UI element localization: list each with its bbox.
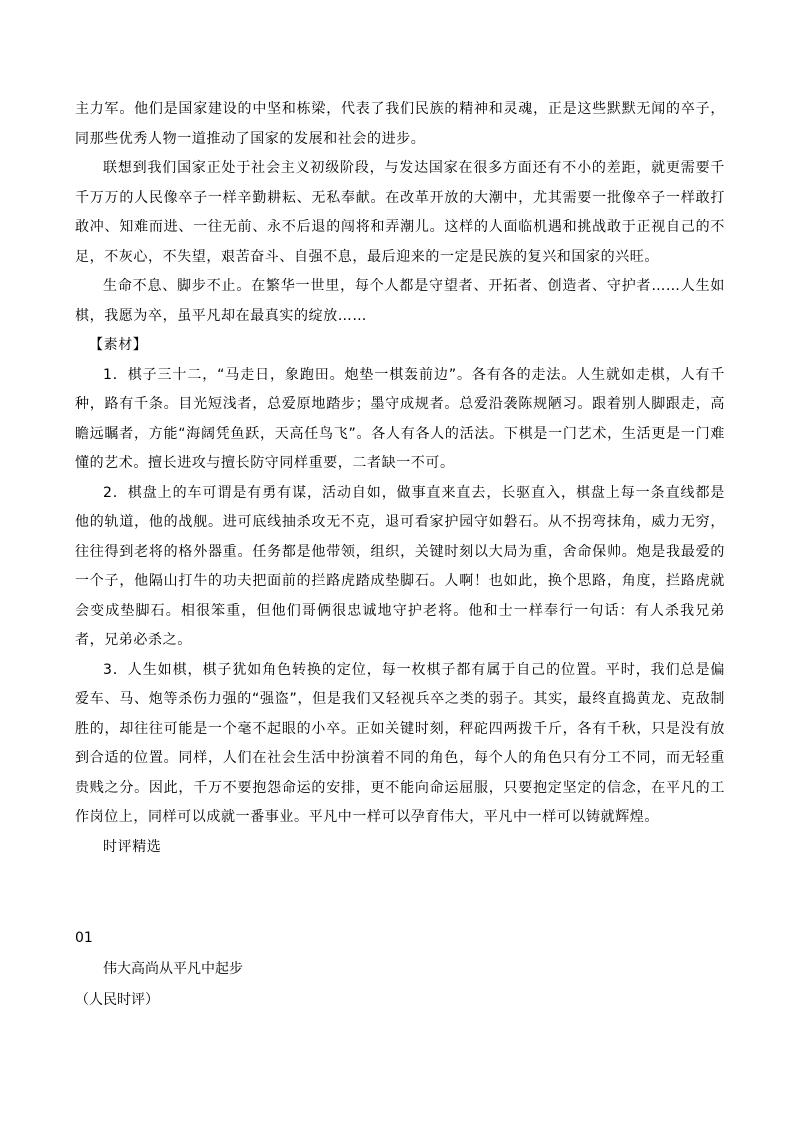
paragraph-1: 主力军。他们是国家建设的中坚和栋梁，代表了我们民族的精神和灵魂，正是这些默默无闻的卒子，同那些优秀人物一道推动了国家的发展和社会的进步。 bbox=[75, 101, 725, 147]
article-number: 01 bbox=[75, 930, 93, 946]
paragraph-2: 联想到我们国家正处于社会主义初级阶段，与发达国家在很多方面还有不小的差距，就更需要千千万万的人民像卒子一样辛勤耕耘、无私奉献。在改革开放的大潮中，尤其需要一批像卒子一样敢打敢冲、知难而进、一往无前、永不后退的闯将和弄潮儿。这样的人面临机遇和挑战敢于正视自己的不足，不灰心，不失望，艰苦奋斗、自强不息，最后迎来的一定是民族的复兴和国家的兴旺。 bbox=[75, 160, 725, 265]
article-source: （人民时评） bbox=[75, 992, 159, 1008]
body-text bbox=[75, 95, 725, 862]
material-heading: 【素材】 bbox=[89, 337, 148, 353]
material-item-1: 1．棋子三十二，“马走日，象跑田。炮垫一棋轰前边”。各有各的走法。人生就如走棋，人有千种，路有千条。目光短浅者，总爱原地踏步；墨守成规者。总爱沿袭陈规陋习。跟着别人脚跟走，高瞻远瞩者，方能“海阔凭鱼跃，天高任鸟飞”。各人有各人的活法。下棋是一门艺术，生活更是一门难懂的艺术。擅长进攻与擅长防守同样重要，二者缺一不可。 bbox=[75, 366, 725, 471]
material-item-2: 2．棋盘上的车可谓是有勇有谋，活动自如，做事直来直去，长驱直入，棋盘上每一条直线都是他的轨道，他的战舰。进可底线抽杀攻无不克，退可看家护园守如磐石。从不拐弯抹角，威力无穷，往往得到老将的格外器重。任务都是他带领，组织，关键时刻以大局为重，舍命保帅。炮是我最爱的一个子，他隔山打牛的功夫把面前的拦路虎踏成垫脚石。人啊！也如此，换个思路，角度，拦路虎就会变成垫脚石。相很笨重，但他们哥俩很忠诚地守护老将。他和士一样奉行一句话：有人杀我兄弟者，兄弟必杀之。 bbox=[75, 484, 725, 648]
material-item-3: 3．人生如棋，棋子犹如角色转换的定位，每一枚棋子都有属于自己的位置。平时，我们总是偏爱车、马、炮等杀伤力强的“强盗”，但是我们又轻视兵卒之类的弱子。其实，最终直捣黄龙、克敌制胜的，却往往可能是一个毫不起眼的小卒。正如关键时刻，秤砣四两拨千斤，各有千秋，只是没有放到合适的位置。同样，人们在社会生活中扮演着不同的角色，每个人的角色只有分工不同，而无轻重贵贱之分。因此，千万不要抱怨命运的安排，更不能向命运屈服，只要抱定坚定的信念，在平凡的工作岗位上，同样可以成就一番事业。平凡中一样可以孕育伟大，平凡中一样可以铸就辉煌。 bbox=[75, 661, 725, 825]
article-title: 伟大高尚从平凡中起步 bbox=[103, 961, 243, 977]
paragraph-3: 生命不息、脚步不止。在繁华一世里，每个人都是守望者、开拓者、创造者、守护者……人生如棋，我愿为卒，虽平凡却在最真实的绽放…… bbox=[75, 278, 725, 324]
review-heading: 时评精选 bbox=[103, 838, 162, 855]
